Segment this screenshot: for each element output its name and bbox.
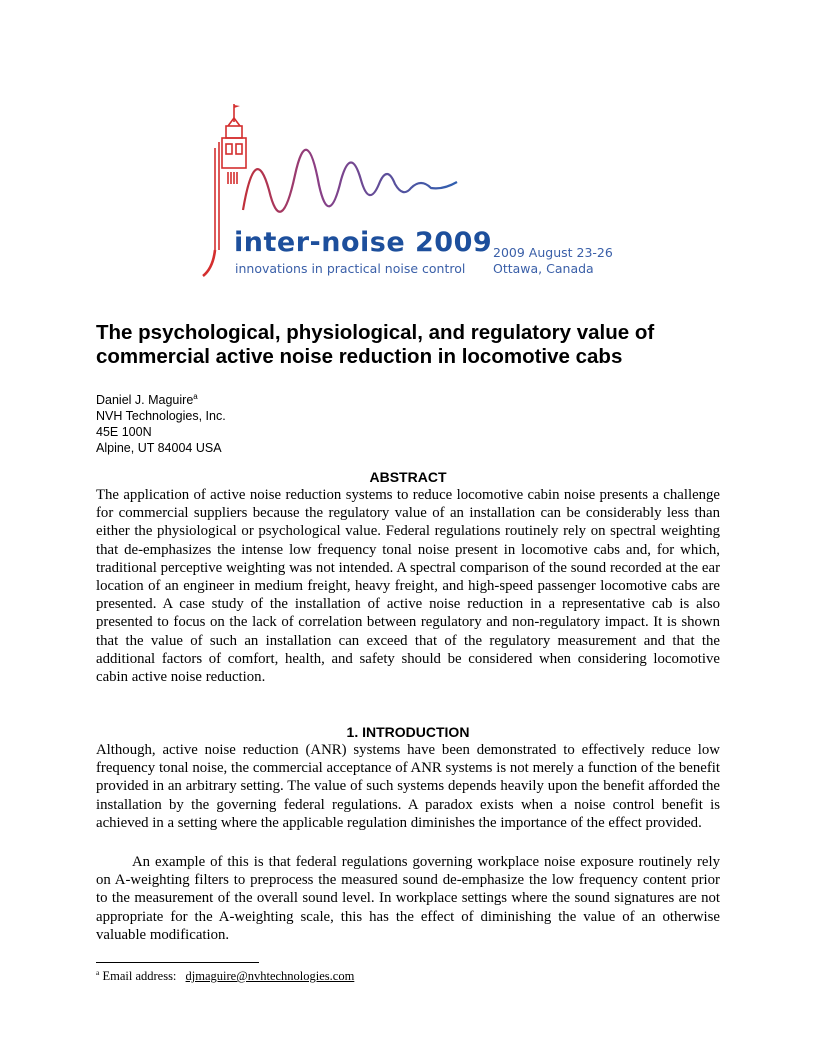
author-name [96,392,226,408]
abstract-heading: ABSTRACT [369,469,447,485]
abstract-text: The application of active noise reduction systems to reduce locomotive cabin noise presents a challenge for commercial suppliers because the regulatory value of an installation can be considerably less than either the physiological or psychological value. Federal regulations routinely rely on spectral weighting that de-emphasizes the intense low frequency tonal noise present in locomotive cabs and, for which, traditional perceptive weighting was not intended. A spectral comparison of the sound recorded at the ear location of an engineer in medium freight, heavy freight, and high-speed passenger locomotive cabs are presented. A case study of the installation of active noise reduction in a representative cab is also presented to focus on the lack of correlation between regulatory and non-regulatory impact. It is shown that the value of such an installation can exceed that of the regulatory measurement and that the additional factors of comfort, health, and safety should be considered when considering locomotive cabin active noise reduction. [96,487,720,686]
introduction-heading: 1. INTRODUCTION [346,724,470,740]
email-link[interactable]: djmaguire@nvhtechnologies.com [185,969,355,983]
author-footnote-mark: a [193,392,198,401]
affiliation-line: Alpine, UT 84004 USA [96,441,222,455]
sound-wave-icon [243,150,457,212]
conference-location: Ottawa, Canada [493,261,594,276]
footnote-divider [96,962,259,963]
author-name-text: Daniel J. Maguire [96,393,194,407]
affiliation-line: 45E 100N [96,425,152,439]
author-block [96,392,226,456]
introduction-paragraph: Although, active noise reduction (ANR) systems have been demonstrated to effectively reduce low frequency tonal noise, the commercial acceptance of ANR systems is not merely a function of the benefit provided in an arbitrary setting. The value of such systems depends heavily upon the benefit afforded the installation by the governing federal regulations. A paradox exists when a noise control benefit is achieved in a setting where the applicable regulation diminishes the importance of the effect provided. [96,742,720,831]
conference-date: 2009 August 23-26 [493,245,613,260]
conference-name: inter-noise 2009 [234,227,493,258]
conference-tagline: innovations in practical noise control [235,261,466,276]
footnote-label: Email address: [102,969,177,983]
paper-title: The psychological, physiological, and regulatory value of commercial active noise reduction in locomotive cabs [96,321,655,368]
introduction-paragraph: An example of this is that federal regulations governing workplace noise exposure routinely rely on A-weighting filters to preprocess the measured sound de-emphasize the low frequency content prior to the measurement of the overall sound level. In workplace settings where the sound signatures are not appropriate for the A-weighting scale, this has the effect of diminishing the value of an otherwise valuable modification. [96,854,720,943]
conference-logo [195,100,625,280]
affiliation-line: NVH Technologies, Inc. [96,409,226,423]
footnote [96,968,354,984]
footnote-mark: a [96,968,100,977]
